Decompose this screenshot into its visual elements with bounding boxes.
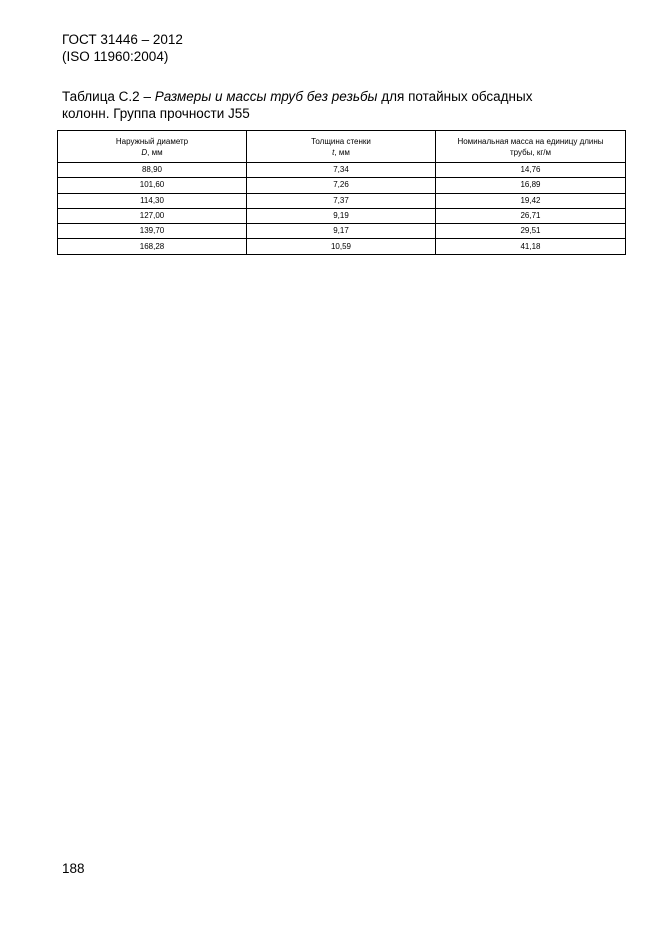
header-outer-diameter-unit: , мм (147, 147, 163, 157)
cell-outer-diameter: 127,00 (58, 208, 247, 223)
cell-nominal-mass: 41,18 (436, 239, 626, 254)
header-wall-thickness-title: Толщина стенки (311, 136, 371, 146)
caption-line2: колонн. Группа прочности J55 (62, 106, 250, 121)
header-wall-thickness-unit: , мм (334, 147, 350, 157)
table-row (58, 178, 626, 193)
cell-outer-diameter: 139,70 (58, 224, 247, 239)
cell-outer-diameter: 114,30 (58, 193, 247, 208)
document-header (62, 31, 183, 65)
header-nominal-mass-unit: трубы, кг/м (509, 147, 552, 157)
caption-suffix: для потайных обсадных (377, 89, 533, 104)
cell-wall-thickness: 7,26 (247, 178, 436, 193)
table-header-row (58, 131, 626, 163)
header-outer-diameter-title: Наружный диаметр (115, 136, 189, 146)
iso-reference: (ISO 11960:2004) (62, 49, 169, 64)
cell-wall-thickness: 9,17 (247, 224, 436, 239)
cell-nominal-mass: 29,51 (436, 224, 626, 239)
cell-outer-diameter: 168,28 (58, 239, 247, 254)
cell-outer-diameter: 101,60 (58, 178, 247, 193)
pipe-dimensions-table (57, 130, 626, 255)
cell-nominal-mass: 16,89 (436, 178, 626, 193)
table-row (58, 224, 626, 239)
caption-italic: Размеры и массы труб без резьбы (154, 89, 378, 104)
table-row (58, 163, 626, 178)
cell-wall-thickness: 9,19 (247, 208, 436, 223)
table-row (58, 208, 626, 223)
cell-nominal-mass: 14,76 (436, 163, 626, 178)
header-wall-thickness-symbol: t (332, 147, 335, 157)
header-nominal-mass (436, 131, 626, 163)
cell-wall-thickness: 7,34 (247, 163, 436, 178)
cell-outer-diameter: 88,90 (58, 163, 247, 178)
cell-wall-thickness: 7,37 (247, 193, 436, 208)
cell-nominal-mass: 26,71 (436, 208, 626, 223)
table-row (58, 239, 626, 254)
table-caption (62, 88, 582, 122)
cell-nominal-mass: 19,42 (436, 193, 626, 208)
caption-prefix: Таблица С.2 – (62, 89, 155, 104)
standard-number: ГОСТ 31446 – 2012 (62, 32, 183, 47)
header-outer-diameter (58, 131, 247, 163)
header-outer-diameter-symbol: D (141, 147, 148, 157)
header-wall-thickness (247, 131, 436, 163)
table-row (58, 193, 626, 208)
page-number: 188 (62, 861, 85, 876)
header-nominal-mass-title: Номинальная масса на единицу длины (457, 136, 604, 146)
cell-wall-thickness: 10,59 (247, 239, 436, 254)
